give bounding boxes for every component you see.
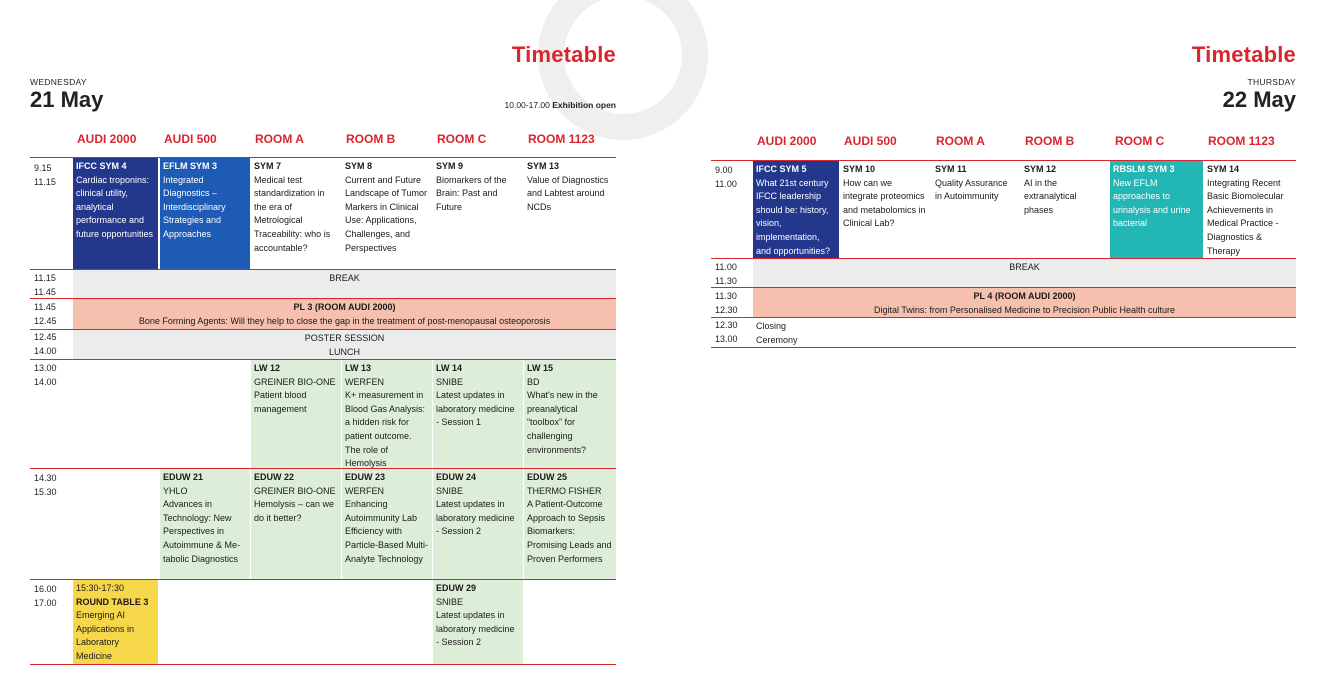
session-eflm-sym-3[interactable]: EFLM SYM 3 Integrated Diagnostics – Interdisciplinary Strategies and Approaches: [160, 158, 250, 269]
time-slot: 11.30 12.30: [715, 291, 738, 315]
session-eduw-25[interactable]: EDUW 25 THERMO FISHER A Patient-Outcome Approach to Sepsis Biomarkers: Promising Leads and Proven Performers: [524, 469, 616, 579]
row-divider: [30, 664, 616, 665]
session-sym-9[interactable]: SYM 9 Biomarkers of the Brain: Past and Future: [436, 161, 507, 212]
time-slot: 11.15 11.45: [34, 273, 56, 297]
time-slot: 13.00 14.00: [34, 363, 57, 387]
session-eduw-24[interactable]: EDUW 24 SNIBE Latest updates in laboratory medicine - Session 2: [433, 469, 523, 579]
plenary-pl-3[interactable]: PL 3 (ROOM AUDI 2000) Bone Forming Agents: Will they help to close the gap in the treatment of post-menopausal osteoporosis: [73, 299, 616, 329]
date-heading: 22 May: [1222, 87, 1296, 112]
exhibition-note: 10.00-17.00 Exhibition open: [504, 100, 616, 110]
session-eduw-23[interactable]: EDUW 23 WERFEN Enhancing Autoimmunity Lab Efficiency with Particle-Based Multi-Analyte Technology: [342, 469, 432, 579]
session-sym-11[interactable]: SYM 11 Quality Assurance in Autoimmunity: [935, 164, 1008, 202]
time-slot: 12.45 14.00: [34, 332, 57, 356]
time-slot: 12.30 13.00: [715, 320, 738, 344]
room-header-room-a: ROOM A: [936, 134, 985, 148]
time-slot: 9.15 11.15: [34, 163, 56, 187]
room-header-room-c: ROOM C: [437, 132, 487, 146]
session-eduw-29[interactable]: EDUW 29 SNIBE Latest updates in laboratory medicine - Session 2: [433, 580, 523, 664]
session-eduw-21[interactable]: EDUW 21 YHLO Advances in Technology: New Perspectives in Autoimmune & Me-tabolic Diagnostics: [160, 469, 250, 579]
session-eduw-22[interactable]: EDUW 22 GREINER BIO-ONE Hemolysis – can we do it better?: [251, 469, 341, 579]
room-header-audi-500: AUDI 500: [164, 132, 217, 146]
weekday-label: WEDNESDAY: [30, 77, 87, 87]
page-title: Timetable: [1191, 42, 1296, 67]
session-lw-14[interactable]: LW 14 SNIBE Latest updates in laboratory medicine - Session 1: [433, 360, 523, 468]
row-divider: [711, 347, 1296, 348]
room-header-room-c: ROOM C: [1115, 134, 1165, 148]
room-header-room-1123: ROOM 1123: [528, 132, 595, 146]
date-heading: 21 May: [30, 87, 104, 112]
session-ifcc-sym-4[interactable]: IFCC SYM 4 Cardiac troponins: clinical utility, analytical performance and future opportunities: [73, 158, 158, 269]
session-sym-8[interactable]: SYM 8 Current and Future Landscape of Tumor Markers in Clinical Use: Applications, Challenges, and Perspectives: [345, 161, 428, 253]
closing-ceremony[interactable]: Closing Ceremony: [756, 321, 798, 345]
room-header-audi-2000: AUDI 2000: [77, 132, 137, 146]
room-header-room-b: ROOM B: [346, 132, 396, 146]
time-slot: 11.00 11.30: [715, 262, 737, 286]
session-lw-15[interactable]: LW 15 BD What's new in the preanalytical “toolbox” for challenging environments?: [524, 360, 616, 468]
session-sym-12[interactable]: SYM 12 AI in the extranalytical phases: [1024, 164, 1077, 215]
time-slot: 16.00 17.00: [34, 584, 57, 608]
break-row: BREAK: [73, 270, 616, 298]
wednesday-page: [30, 0, 616, 692]
session-lw-12[interactable]: LW 12 GREINER BIO-ONE Patient blood management: [251, 360, 341, 468]
weekday-label: THURSDAY: [1247, 77, 1296, 87]
time-slot: 9.00 11.00: [715, 165, 737, 189]
session-sym-7[interactable]: SYM 7 Medical test standardization in the era of Metrological Traceability: who is accountable?: [254, 161, 331, 253]
session-sym-13[interactable]: SYM 13 Value of Diagnostics and Labtest around NCDs: [527, 161, 609, 212]
time-slot: 11.45 12.45: [34, 302, 57, 326]
room-header-room-b: ROOM B: [1025, 134, 1075, 148]
room-header-room-a: ROOM A: [255, 132, 304, 146]
session-lw-13[interactable]: LW 13 WERFEN K+ measurement in Blood Gas Analysis: a hidden risk for patient outcome. The role of Hemolysis: [342, 360, 432, 468]
time-slot: 14.30 15.30: [34, 473, 57, 497]
page-title: Timetable: [511, 42, 616, 67]
session-sym-14[interactable]: SYM 14 Integrating Recent Basic Biomolecular Achievements in Medical Practice - Diagnostics & Therapy: [1207, 164, 1284, 256]
session-round-table-3[interactable]: 15:30-17:30 ROUND TABLE 3 Emerging AI Applications in Laboratory Medicine: [73, 580, 158, 664]
plenary-pl-4[interactable]: PL 4 (ROOM AUDI 2000) Digital Twins: from Personalised Medicine to Precision Public Health culture: [753, 288, 1296, 317]
session-sym-10[interactable]: SYM 10 How can we integrate proteomics and metabolomics in Clinical Lab?: [843, 164, 926, 229]
room-header-room-1123: ROOM 1123: [1208, 134, 1275, 148]
room-header-audi-500: AUDI 500: [844, 134, 897, 148]
break-row: BREAK: [753, 259, 1296, 287]
session-ifcc-sym-5[interactable]: IFCC SYM 5 What 21st century IFCC leadership should be: history, vision, implementation, and opportunities?: [753, 161, 839, 258]
room-header-audi-2000: AUDI 2000: [757, 134, 817, 148]
thursday-page: [711, 0, 1296, 692]
poster-lunch-row: POSTER SESSION LUNCH: [73, 330, 616, 359]
session-rbslm-sym-3[interactable]: RBSLM SYM 3 New EFLM approaches to urinalysis and urine bacterial: [1110, 161, 1203, 258]
